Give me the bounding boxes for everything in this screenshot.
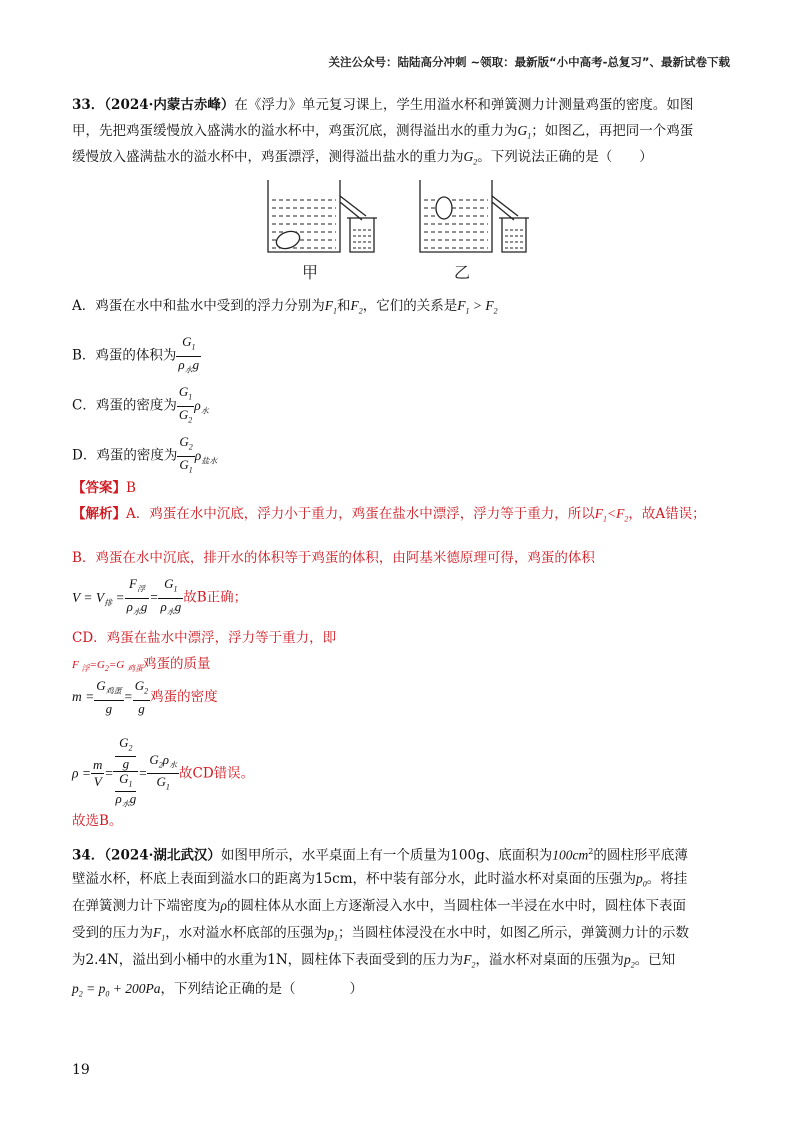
q33-figure <box>262 172 552 284</box>
q33-answer: 【答案】B <box>72 480 136 496</box>
q33-analysis-a: 【解析】A．鸡蛋在水中沉底，浮力小于重力，鸡蛋在盐水中漂浮，浮力等于重力，所以$F_1<F_2$，故A错误； <box>72 506 706 524</box>
q33-line1 <box>72 92 693 118</box>
q33-analysis-density-formula: ρ = $\frac{m}{V}$ = $G_2$ g $G_1$ $\rho_水g$ = $\frac{G_2\rho_水}{G_1}$ 故CD错误。 <box>72 735 255 809</box>
q33-option-a: A．鸡蛋在水中和盐水中受到的浮力分别为$F_1$和$F_2$，它们的关系是$F_1 > F_2$ <box>72 298 498 316</box>
page-number: 19 <box>72 1062 90 1078</box>
q33-text2: 甲，先把鸡蛋缓慢放入盛满水的溢水杯中，鸡蛋沉底，测得溢出水的重力为 <box>72 123 518 139</box>
symbol-g2: $G_2$ <box>463 149 478 167</box>
q34-line5: 为2.4N，溢出到小桶中的水重为1N，圆柱体下表面受到的压力为$F_2$，溢水杯对桌面的压强为$p_2$。已知 <box>72 952 676 970</box>
q34-line2: 壁溢水杯，杯底上表面到溢水口的距离为15cm，杯中装有部分水，此时溢水杯对桌面的压强为$p_0$。将挂 <box>72 871 688 889</box>
q33-line3 <box>72 144 653 176</box>
q33-option-b: B．鸡蛋的体积为 $\frac{G_1}{\rho_水g}$ <box>72 334 200 375</box>
q34-line6: $p_2 = p_0 + 200Pa$，下列结论正确的是（ ） <box>72 981 363 999</box>
q33-text3: 缓慢放入盛满盐水的溢水杯中，鸡蛋漂浮，测得溢出盐水的重力为 <box>72 149 464 165</box>
egg-sunk <box>274 228 302 251</box>
q33-text2-end: ；如图乙，再把同一个鸡蛋 <box>531 123 694 139</box>
q33-analysis-cd-eq: F $_浮=G_2=G$ $_{鸡蛋}$鸡蛋的质量 <box>72 656 211 674</box>
page-header: 关注公众号：陆陆高分冲刺 ~领取：最新版“小中高考-总复习”、最新试卷下载 <box>328 55 730 69</box>
q34-line1: 34．（2024·湖北武汉）如图甲所示，水平桌面上有一个质量为100g、底面积为$100cm^2$的圆柱形平底薄 <box>72 847 688 864</box>
q33-option-c: C．鸡蛋的密度为 $\frac{G_1}{G_2}$ $\rho_水$ <box>72 384 209 425</box>
q33-source: （2024·内蒙古赤峰） <box>104 97 235 113</box>
figure-jia <box>268 180 377 252</box>
figure-yi <box>420 180 529 252</box>
symbol-g1: $G_1$ <box>517 123 532 141</box>
q33-choose: 故选B。 <box>72 813 123 829</box>
q33-number: 33． <box>72 97 105 113</box>
q33-text1: 在《浮力》单元复习课上，学生用溢水杯和弹簧测力计测量鸡蛋的密度。如图 <box>234 97 694 113</box>
q33-analysis-cd: CD．鸡蛋在盐水中漂浮，浮力等于重力，即 <box>72 630 337 646</box>
q33-analysis-b: B．鸡蛋在水中沉底，排开水的体积等于鸡蛋的体积，由阿基米德原理可得，鸡蛋的体积 <box>72 550 595 566</box>
egg-floating <box>436 197 452 219</box>
q34-line4: 受到的压力为$F_1$，水对溢水杯底部的压强为$p_1$；当圆柱体浸没在水中时，如图乙所示，弹簧测力计的示数 <box>72 925 689 943</box>
label-yi: 乙 <box>454 263 471 282</box>
q34-line3: 在弹簧测力计下端密度为ρ的圆柱体从水面上方逐渐浸入水中，当圆柱体一半浸在水中时，圆柱体下表面 <box>72 898 686 914</box>
q33-option-d: D．鸡蛋的密度为 $\frac{G_2}{G_1}$ $\rho_{盐水}$ <box>72 434 218 475</box>
q33-analysis-b-formula: $V = V_排$ = $\frac{F_浮}{\rho_水g}$ = $\frac{G_1}{\rho_水g}$ 故B正确； <box>72 576 248 617</box>
label-jia: 甲 <box>302 263 319 282</box>
q33-text3-end: 。下列说法正确的是（ ） <box>477 149 653 165</box>
q33-analysis-mass-formula: m = $\frac{G_{鸡蛋}}{g}$ = $\frac{G_2}{g}$ 鸡蛋的密度 <box>72 678 218 716</box>
